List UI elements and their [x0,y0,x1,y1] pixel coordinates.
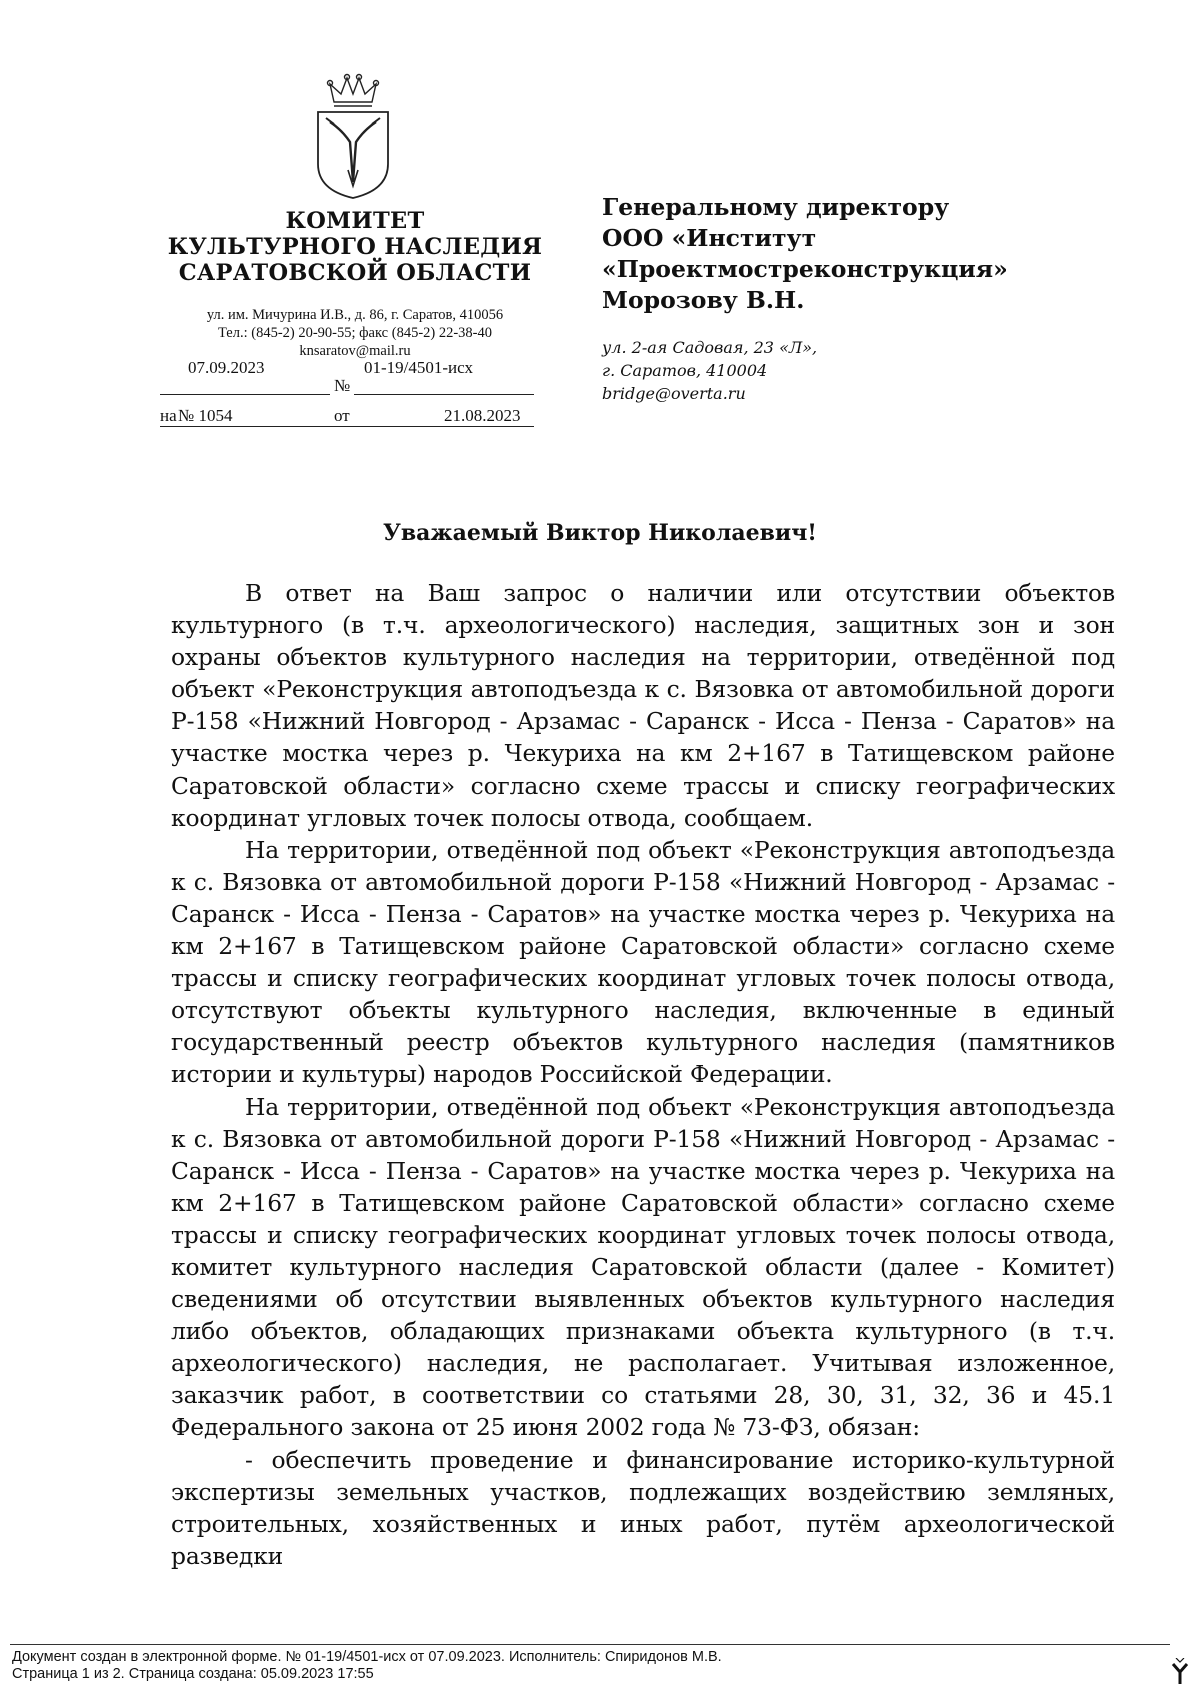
addressee-line: ООО «Институт [602,224,817,252]
document-system-logo-icon [1170,1658,1190,1688]
footer-line: Документ создан в электронной форме. № 01-19/4501-исх от 07.09.2023. Исполнитель: Спиридонов М.В. [12,1649,722,1665]
addressee-line: Генеральному директору [602,193,950,221]
coat-of-arms-icon [312,72,394,202]
reply-from: от [334,406,350,425]
footer-line: Страница 1 из 2. Страница создана: 05.09.2023 17:55 [12,1666,374,1682]
body-paragraph: В ответ на Ваш запрос о наличии или отсутствии объектов культурного (в т.ч. археологического) наследия, защитных зон и зон охраны объектов культурного наследия на территории, отведённой под объект «Реконструкция автоподъезда к с. Вязовка от автомобильной дороги Р-158 «Нижний Новгород - Арзамас - Саранск - Исса - Пенза - Саратов» на участке мостка через р. Чекуриха на км 2+167 в Татищевском районе Саратовской области» согласно схеме трассы и списку географических координат угловых точек полосы отвода, сообщаем. [171,579,1115,832]
reply-underline [160,426,534,427]
email-line: knsaratov@mail.ru [299,343,411,359]
reply-date: 21.08.2023 [444,406,521,425]
greeting: Уважаемый Виктор Николаевич! [383,520,817,546]
org-line: КУЛЬТУРНОГО НАСЛЕДИЯ [167,234,543,260]
body-list-item: - обеспечить проведение и финансирование историко-культурной экспертизы земельных участков, подлежащих воздействию земляных, строительных, хозяйственных и иных работ, путём археологической разведки [171,1445,1115,1570]
addressee [602,192,1162,316]
number-sign: № [334,376,351,395]
reply-number: № 1054 [178,406,233,425]
organization-name [150,208,560,286]
addressee-email: bridge@overta.ru [602,384,746,403]
outgoing-date: 07.09.2023 [188,358,265,377]
footer [12,1649,1112,1683]
addressee-line: «Проектмостреконструкция» [602,255,1008,283]
addressee-address-line: ул. 2-ая Садовая, 23 «Л», [602,338,818,357]
address-line: ул. им. Мичурина И.В., д. 86, г. Саратов, 410056 [206,307,504,323]
number-underline [354,394,534,395]
reply-prefix: на [160,406,177,425]
outgoing-number: 01-19/4501-исх [364,358,473,377]
addressee-address-line: г. Саратов, 410004 [602,361,768,380]
addressee-address [602,336,1102,405]
org-line: САРАТОВСКОЙ ОБЛАСТИ [178,260,532,286]
org-line: КОМИТЕТ [285,208,425,234]
address-line: Тел.: (845-2) 20-90-55; факс (845-2) 22-38-40 [217,325,493,341]
body-paragraph: На территории, отведённой под объект «Реконструкция автоподъезда к с. Вязовка от автомобильной дороги Р-158 «Нижний Новгород - Арзамас - Саранск - Исса - Пенза - Саратов» на участке мостка через р. Чекуриха на км 2+167 в Татищевском районе Саратовской области» согласно схеме трассы и списку географических координат угловых точек полосы отвода, комитет культурного наследия Саратовской области (далее - Комитет) сведениями об отсутствии выявленных объектов культурного наследия либо объектов, обладающих признаками объекта культурного (в т.ч. археологического) наследия, не располагает. Учитывая изложенное, заказчик работ, в соответствии со статьями 28, 30, 31, 32, 36 и 45.1 Федерального закона от 25 июня 2002 года № 73-ФЗ, обязан: [171,1092,1115,1442]
footer-divider [10,1644,1170,1645]
letter-body [171,577,1115,1572]
date-underline [160,394,330,395]
body-paragraph: На территории, отведённой под объект «Реконструкция автоподъезда к с. Вязовка от автомобильной дороги Р-158 «Нижний Новгород - Арзамас - Саранск - Исса - Пенза - Саратов» на участке мостка через р. Чекуриха на км 2+167 в Татищевском районе Саратовской области» согласно схеме трассы и списку географических координат угловых точек полосы отвода, отсутствуют объекты культурного наследия, включенные в единый государственный реестр объектов культурного наследия (памятников истории и культуры) народов Российской Федерации. [171,835,1115,1089]
addressee-line: Морозову В.Н. [602,286,805,314]
organization-address [150,306,560,360]
